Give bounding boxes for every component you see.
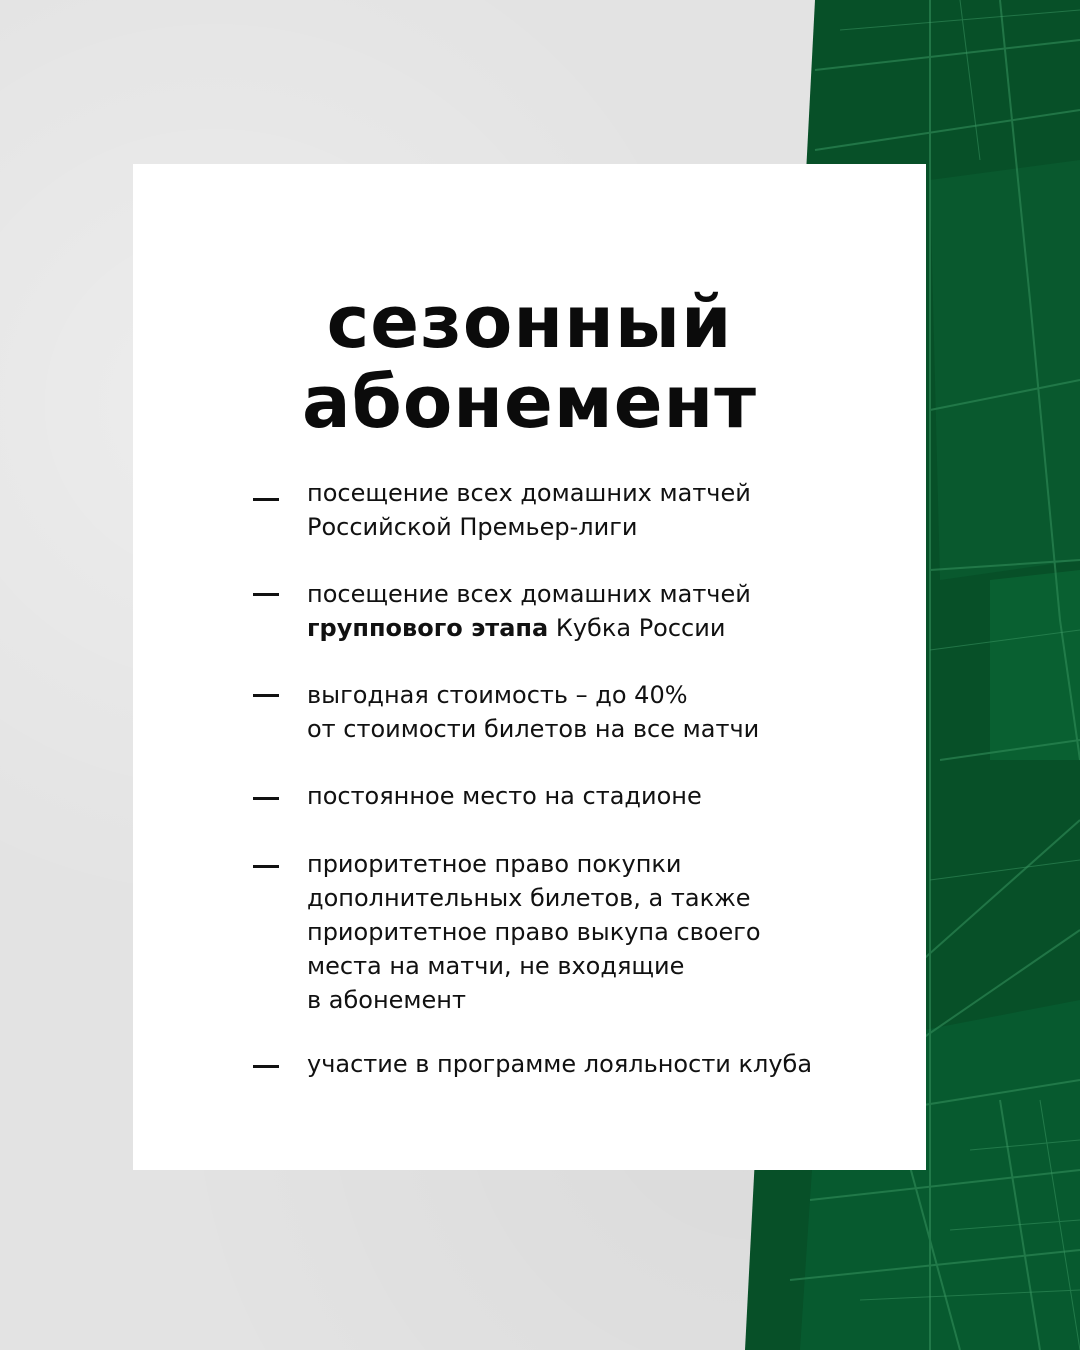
dash-icon [253,865,279,868]
dash-icon [253,1065,279,1068]
benefit-line [307,611,907,645]
benefit-line: постоянное место на стадионе [307,782,702,810]
dash-icon [253,797,279,800]
benefit-line: посещение всех домашних матчей [307,479,751,507]
benefit-line: посещение всех домашних матчей [307,580,751,608]
season-ticket-card [133,164,926,1170]
title-line-1: сезонный [326,280,733,364]
title-line-2: абонемент [301,360,758,444]
benefit-line: от стоимости билетов на все матчи [307,715,760,743]
benefit-line: участие в программе лояльности клуба [307,1050,813,1078]
dash-icon [253,498,279,501]
benefit-line: выгодная стоимость – до 40% [307,681,688,709]
benefit-line: дополнительных билетов, а также [307,884,751,912]
benefit-text: Кубка России [548,614,726,642]
benefit-line: Российской Премьер-лиги [307,513,638,541]
benefit-bold-text: группового этапа [307,614,549,642]
dash-icon [253,593,279,596]
benefit-line: в абонемент [307,986,466,1014]
benefit-line: приоритетное право выкупа своего [307,918,761,946]
benefit-line: приоритетное право покупки [307,850,682,878]
benefit-line: места на матчи, не входящие [307,952,685,980]
benefits-list [133,164,926,1170]
dash-icon [253,694,279,697]
